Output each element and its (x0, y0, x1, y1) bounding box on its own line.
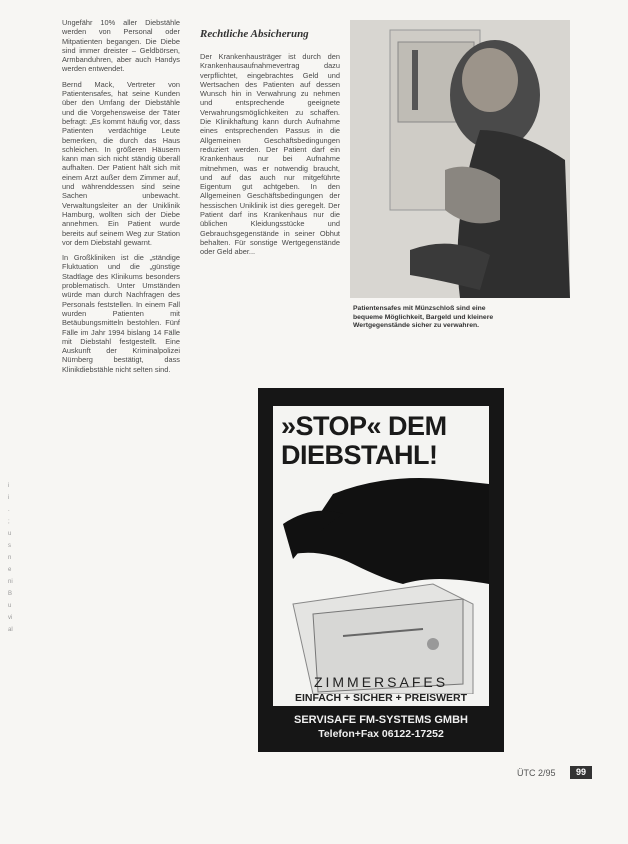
article-photo (350, 20, 570, 298)
margin-text: i i . ; u s n e ni B u vi al (8, 483, 13, 633)
left-paragraph-1: Ungefähr 10% aller Diebstähle werden von Personal oder Mitpatienten begangen. Die Diebe sind immer dreister – Geldbörsen, Armbanduhren, aber auch Handys werden entwendet. (62, 18, 180, 74)
ad-slogan: EINFACH + SICHER + PREISWERT (294, 692, 468, 704)
left-text-column (62, 18, 180, 380)
magazine-issue: ÜTC 2/95 (517, 768, 556, 778)
section-heading: Rechtliche Absicherung (200, 28, 309, 40)
ad-headline-line2: DIEBSTAHL! (281, 440, 438, 470)
ad-panel (273, 406, 489, 706)
middle-paragraph-1: Der Krankenhausträger ist durch den Krankenhausaufnahmevertrag dazu verpflichtet, eingebrachtes Geld und Wertsachen des Patienten auf dessen Wunsch hin in Verwahrung zu nehmen und entsprechende geeignete Verwahrungsmöglichkeiten zu schaffen. Die Klinikhaftung kann durch Aufnahme eines entsprechenden Passus in die Allgemeinen Geschäftsbedingungen reduziert werden. Der Patient darf ein Krankenhaus nur bei Aufnahme mitnehmen, was er notwendig braucht, und auf das auch nur mitgeführte Eigentum gut achtgeben. In den Allgemeinen Geschäftsbedingungen der hessischen Uniklinik ist dies geregelt. Der Patient darf ins Krankenhaus nur die üblichen Kleidungsstücke und Gebrauchsgegenstände in seiner Obhut behalten. Für sonstige Wertgegenstände oder Geld aber... (200, 52, 340, 257)
photo-hand-safe-icon (350, 20, 570, 298)
left-paragraph-3: In Großkliniken ist die „ständige Fluktuation und die „günstige Stadtlage des Klinikums besonders problematisch. Unter Umständen würde man durch Nachfragen des Personals feststellen. In einem Fall wurden Patienten mit Betäubungsmitteln bestohlen. Fünf Fälle im Jahr 1994 bislang 14 Fälle mit Diebstahl festgestellt. Eine Auskunft der Kriminalpolizei Nürnberg bestätigt, dass Klinikdiebstähle nicht selten sind. (62, 253, 180, 374)
ad-company: SERVISAFE FM-SYSTEMS GMBH (294, 714, 468, 726)
hand-safe-illustration-icon (273, 464, 489, 694)
photo-caption: Patientensafes mit Münzschloß sind eine bequeme Möglichkeit, Bargeld und kleinere Wertgegenstände sicher zu verwahren. (353, 305, 494, 330)
left-paragraph-2: Bernd Mack, Vertreter von Patientensafes, hat seine Kunden über den Umfang der Diebstähle und die Vorgehensweise der Täter befragt: „Es kommt häufig vor, dass Patienten verdächtige Leute bemerken, die durch das Haus schleichen. In größeren Häusern kann man sich nicht ständig überall aufhalten. Der Patient hält sich mit einem Arzt außer dem Zimmer auf, und währenddessen sind seine Sachen unbewacht. Verwaltungsleiter an der Uniklinik Hamburg, wollten sich der Diebe annehmen. Ein Patient wurde bereits auf seinem Weg zur Station vor dem Diebstahl gewarnt. (62, 79, 180, 247)
advertisement (258, 388, 504, 752)
ad-headline (281, 412, 489, 470)
ad-headline-line1: »STOP« DEM (281, 411, 447, 441)
ad-brand: ZIMMERSAFES (313, 674, 449, 690)
middle-text-column (200, 52, 340, 263)
page-number: 99 (570, 766, 592, 779)
ad-phone: Telefon+Fax 06122-17252 (318, 728, 444, 740)
